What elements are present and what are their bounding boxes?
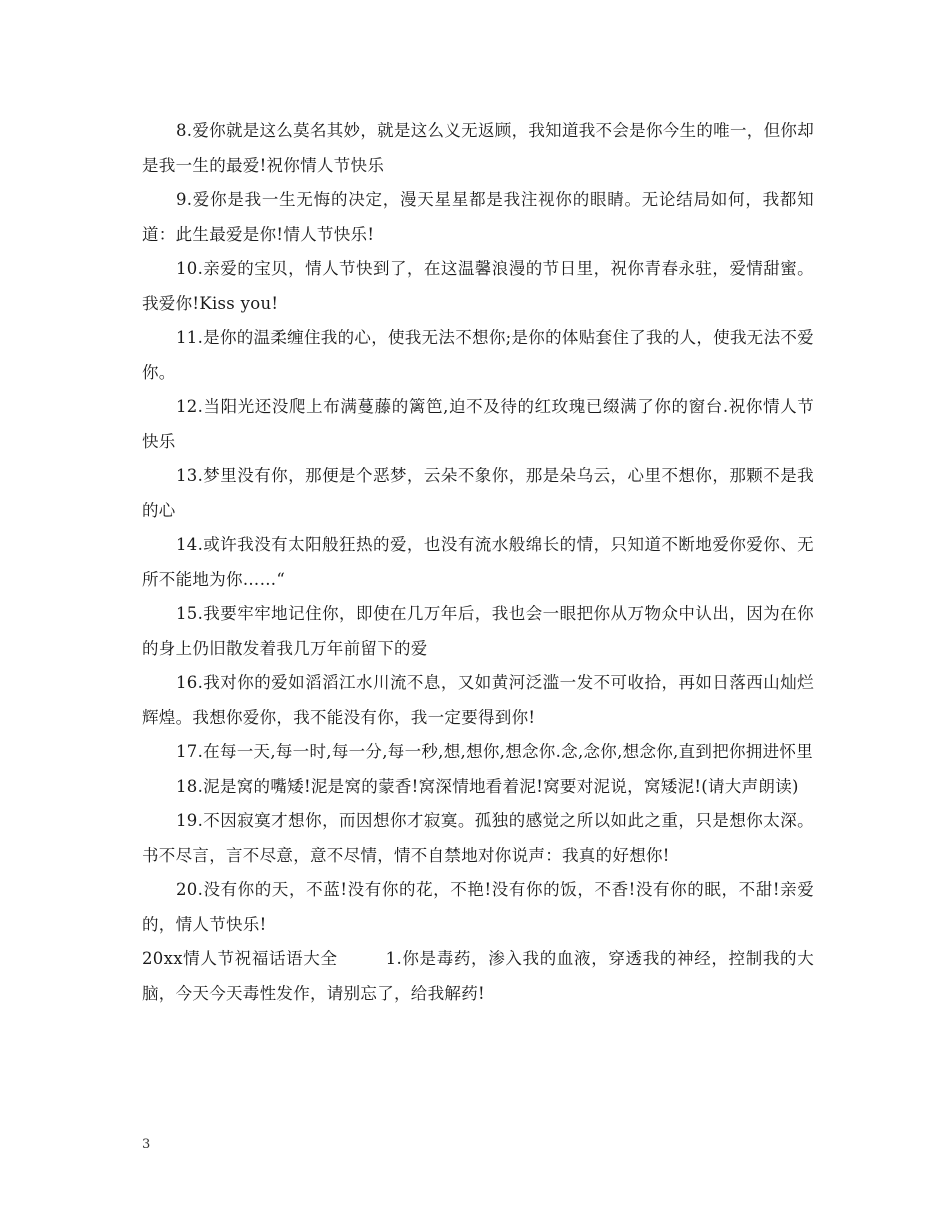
paragraph-17: 17.在每一天,每一时,每一分,每一秒,想,想你,想念你.念,念你,想念你,直到把你拥进怀里	[176, 742, 813, 761]
paragraph-12: 12.当阳光还没爬上布满蔓藤的篱笆,迫不及待的红玫瑰已缀满了你的窗台.祝你情人节快乐	[142, 397, 814, 451]
paragraph-10: 10.亲爱的宝贝，情人节快到了，在这温馨浪漫的节日里，祝你青春永驻，爱情甜蜜。我爱你!Kiss you!	[142, 259, 814, 313]
paragraph-18: 18.泥是窝的嘴矮!泥是窝的蒙香!窝深情地看着泥!窝要对泥说，窝矮泥!(请大声朗读)	[176, 776, 799, 796]
paragraph-16: 16.我对你的爱如滔滔江水川流不息，又如黄河泛滥一发不可收拾，再如日落西山灿烂辉煌。我想你爱你，我不能没有你，我一定要得到你!	[142, 673, 814, 727]
paragraph-15: 15.我要牢牢地记住你，即使在几万年后，我也会一眼把你从万物众中认出，因为在你的身上仍旧散发着我几万年前留下的爱	[142, 604, 814, 658]
section-first-item: 1.你是毒药，渗入我的血液，穿透我的神经，控制我的大脑，今天今天毒性发作，请别忘了，给我解药!	[142, 949, 814, 1003]
paragraph-8: 8.爱你就是这么莫名其妙，就是这么义无返顾，我知道我不会是你今生的唯一，但你却是我一生的最爱!祝你情人节快乐	[142, 121, 814, 175]
paragraph-9: 9.爱你是我一生无悔的决定，漫天星星都是我注视你的眼睛。无论结局如何，我都知道：此生最爱是你!情人节快乐!	[142, 190, 814, 244]
page-number: 3	[142, 1137, 151, 1152]
document-body	[142, 114, 814, 1011]
paragraph-19: 19.不因寂寞才想你，而因想你才寂寞。孤独的感觉之所以如此之重，只是想你太深。书不尽言，言不尽意，意不尽情，情不自禁地对你说声：我真的好想你!	[142, 811, 814, 865]
paragraph-14: 14.或许我没有太阳般狂热的爱，也没有流水般绵长的情，只知道不断地爱你爱你、无所不能地为你……“	[142, 535, 814, 589]
paragraph-20: 20.没有你的天，不蓝!没有你的花，不艳!没有你的饭，不香!没有你的眠，不甜!亲爱的，情人节快乐!	[142, 880, 814, 934]
section-heading: 20xx情人节祝福话语大全	[142, 949, 338, 968]
paragraph-11: 11.是你的温柔缠住我的心，使我无法不想你;是你的体贴套住了我的人，使我无法不爱你。	[142, 328, 814, 382]
section-intro	[142, 942, 814, 1011]
paragraph-13: 13.梦里没有你，那便是个恶梦，云朵不象你，那是朵乌云，心里不想你，那颗不是我的心	[142, 466, 814, 520]
